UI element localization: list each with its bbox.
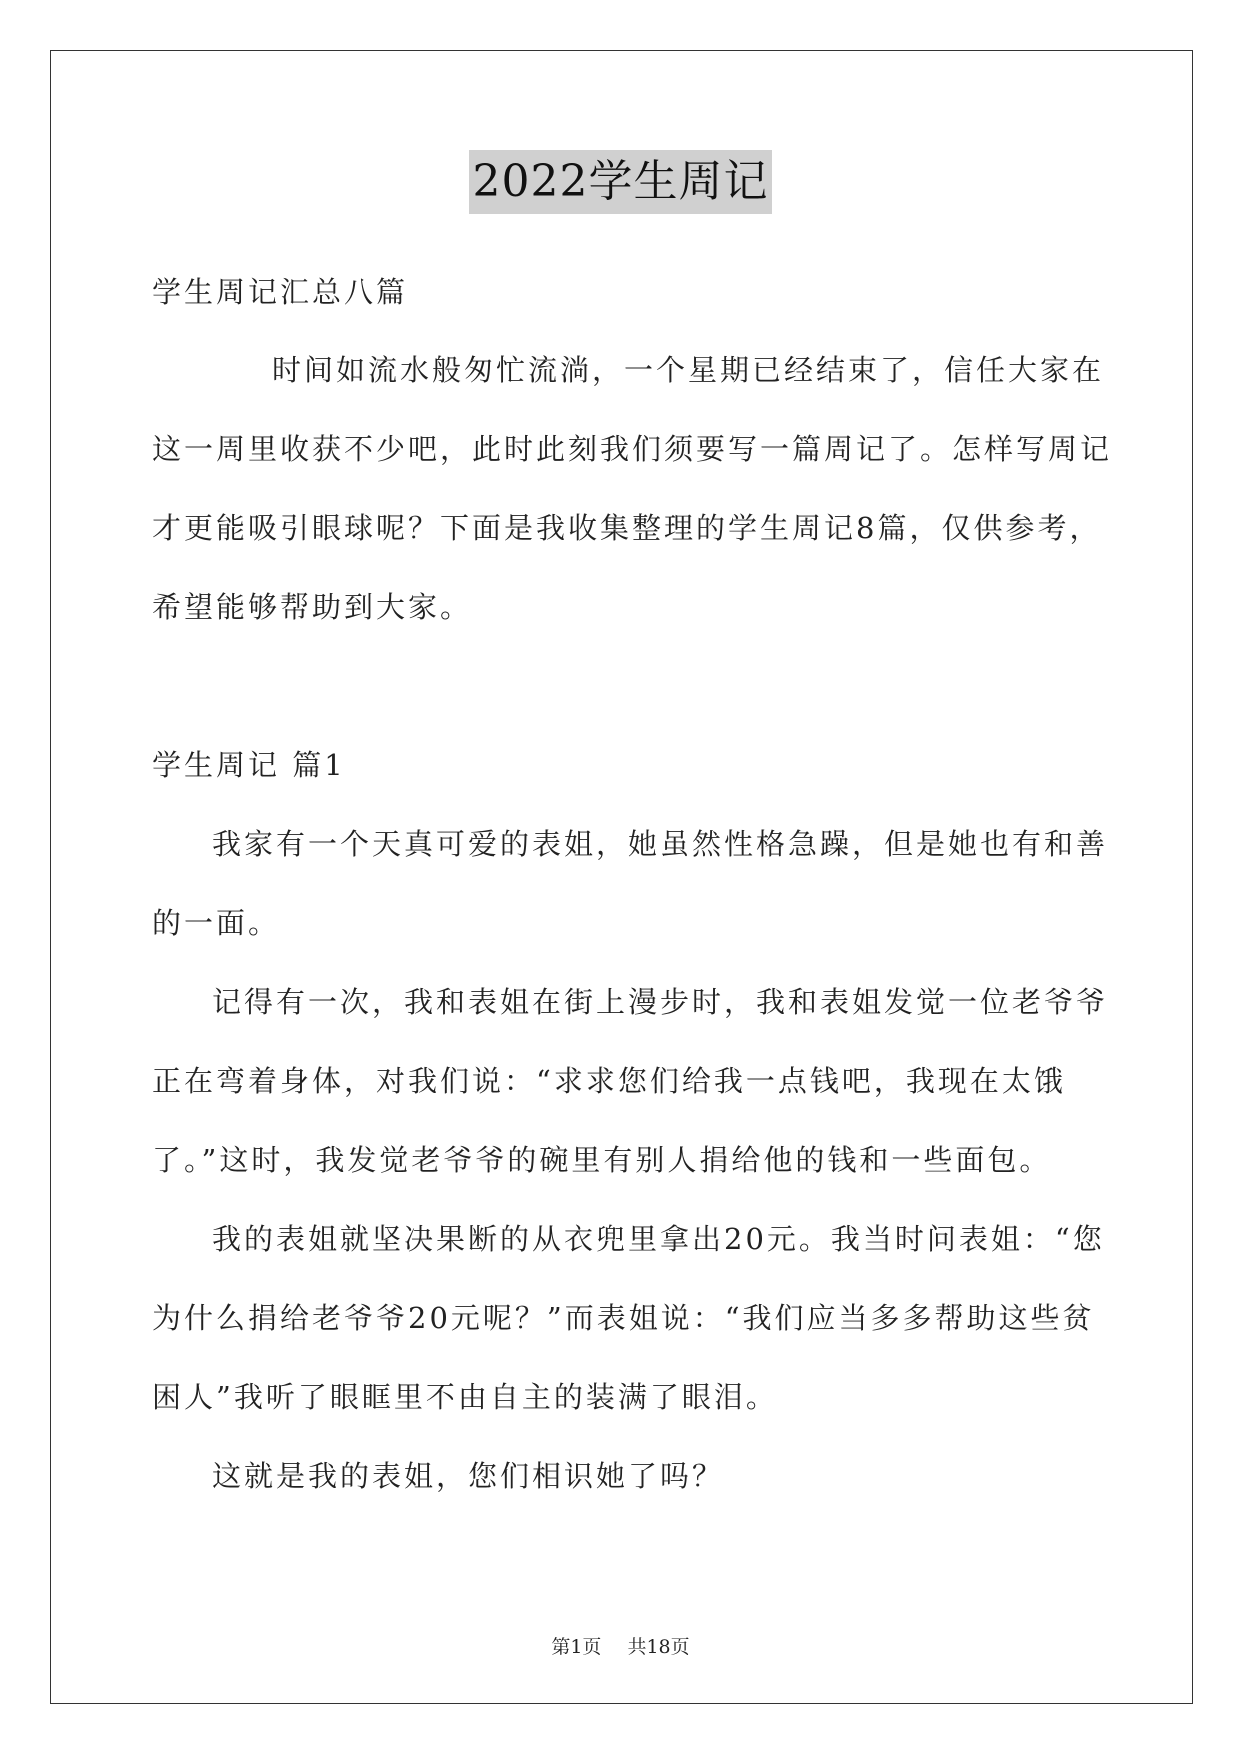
body-line-4: 正在弯着身体，对我们说：“求求您们给我一点钱吧，我现在太饿: [152, 1064, 1066, 1098]
title-container: [0, 150, 1241, 214]
intro-line-2: 这一周里收获不少吧，此时此刻我们须要写一篇周记了。怎样写周记: [152, 432, 1113, 466]
body-line-2: 的一面。: [152, 906, 281, 940]
subtitle: 学生周记汇总八篇: [152, 275, 409, 309]
body-line-3: 记得有一次，我和表姐在街上漫步时，我和表姐发觉一位老爷爷: [212, 985, 1109, 1019]
page-total: 共18页: [627, 1636, 690, 1658]
section-heading: 学生周记 篇1: [152, 748, 346, 782]
page-number: 第1页: [551, 1636, 602, 1658]
body-line-5: 了。”这时，我发觉老爷爷的碗里有别人捐给他的钱和一些面包。: [152, 1143, 1052, 1177]
document-title: 2022学生周记: [469, 150, 773, 214]
page-footer: [0, 1632, 1241, 1659]
body-line-9: 这就是我的表姐，您们相识她了吗？: [212, 1459, 725, 1493]
body-line-8: 困人”我听了眼眶里不由自主的装满了眼泪。: [152, 1380, 778, 1414]
body-line-6: 我的表姐就坚决果断的从衣兜里拿出20元。我当时问表姐：“您: [212, 1222, 1105, 1256]
intro-line-4: 希望能够帮助到大家。: [152, 590, 473, 624]
intro-line-3: 才更能吸引眼球呢？下面是我收集整理的学生周记8篇，仅供参考，: [152, 511, 1102, 545]
intro-line-1: 时间如流水般匆忙流淌，一个星期已经结束了，信任大家在: [272, 353, 1105, 387]
body-line-7: 为什么捐给老爷爷20元呢？”而表姐说：“我们应当多多帮助这些贫: [152, 1301, 1095, 1335]
body-line-1: 我家有一个天真可爱的表姐，她虽然性格急躁，但是她也有和善: [212, 827, 1109, 861]
